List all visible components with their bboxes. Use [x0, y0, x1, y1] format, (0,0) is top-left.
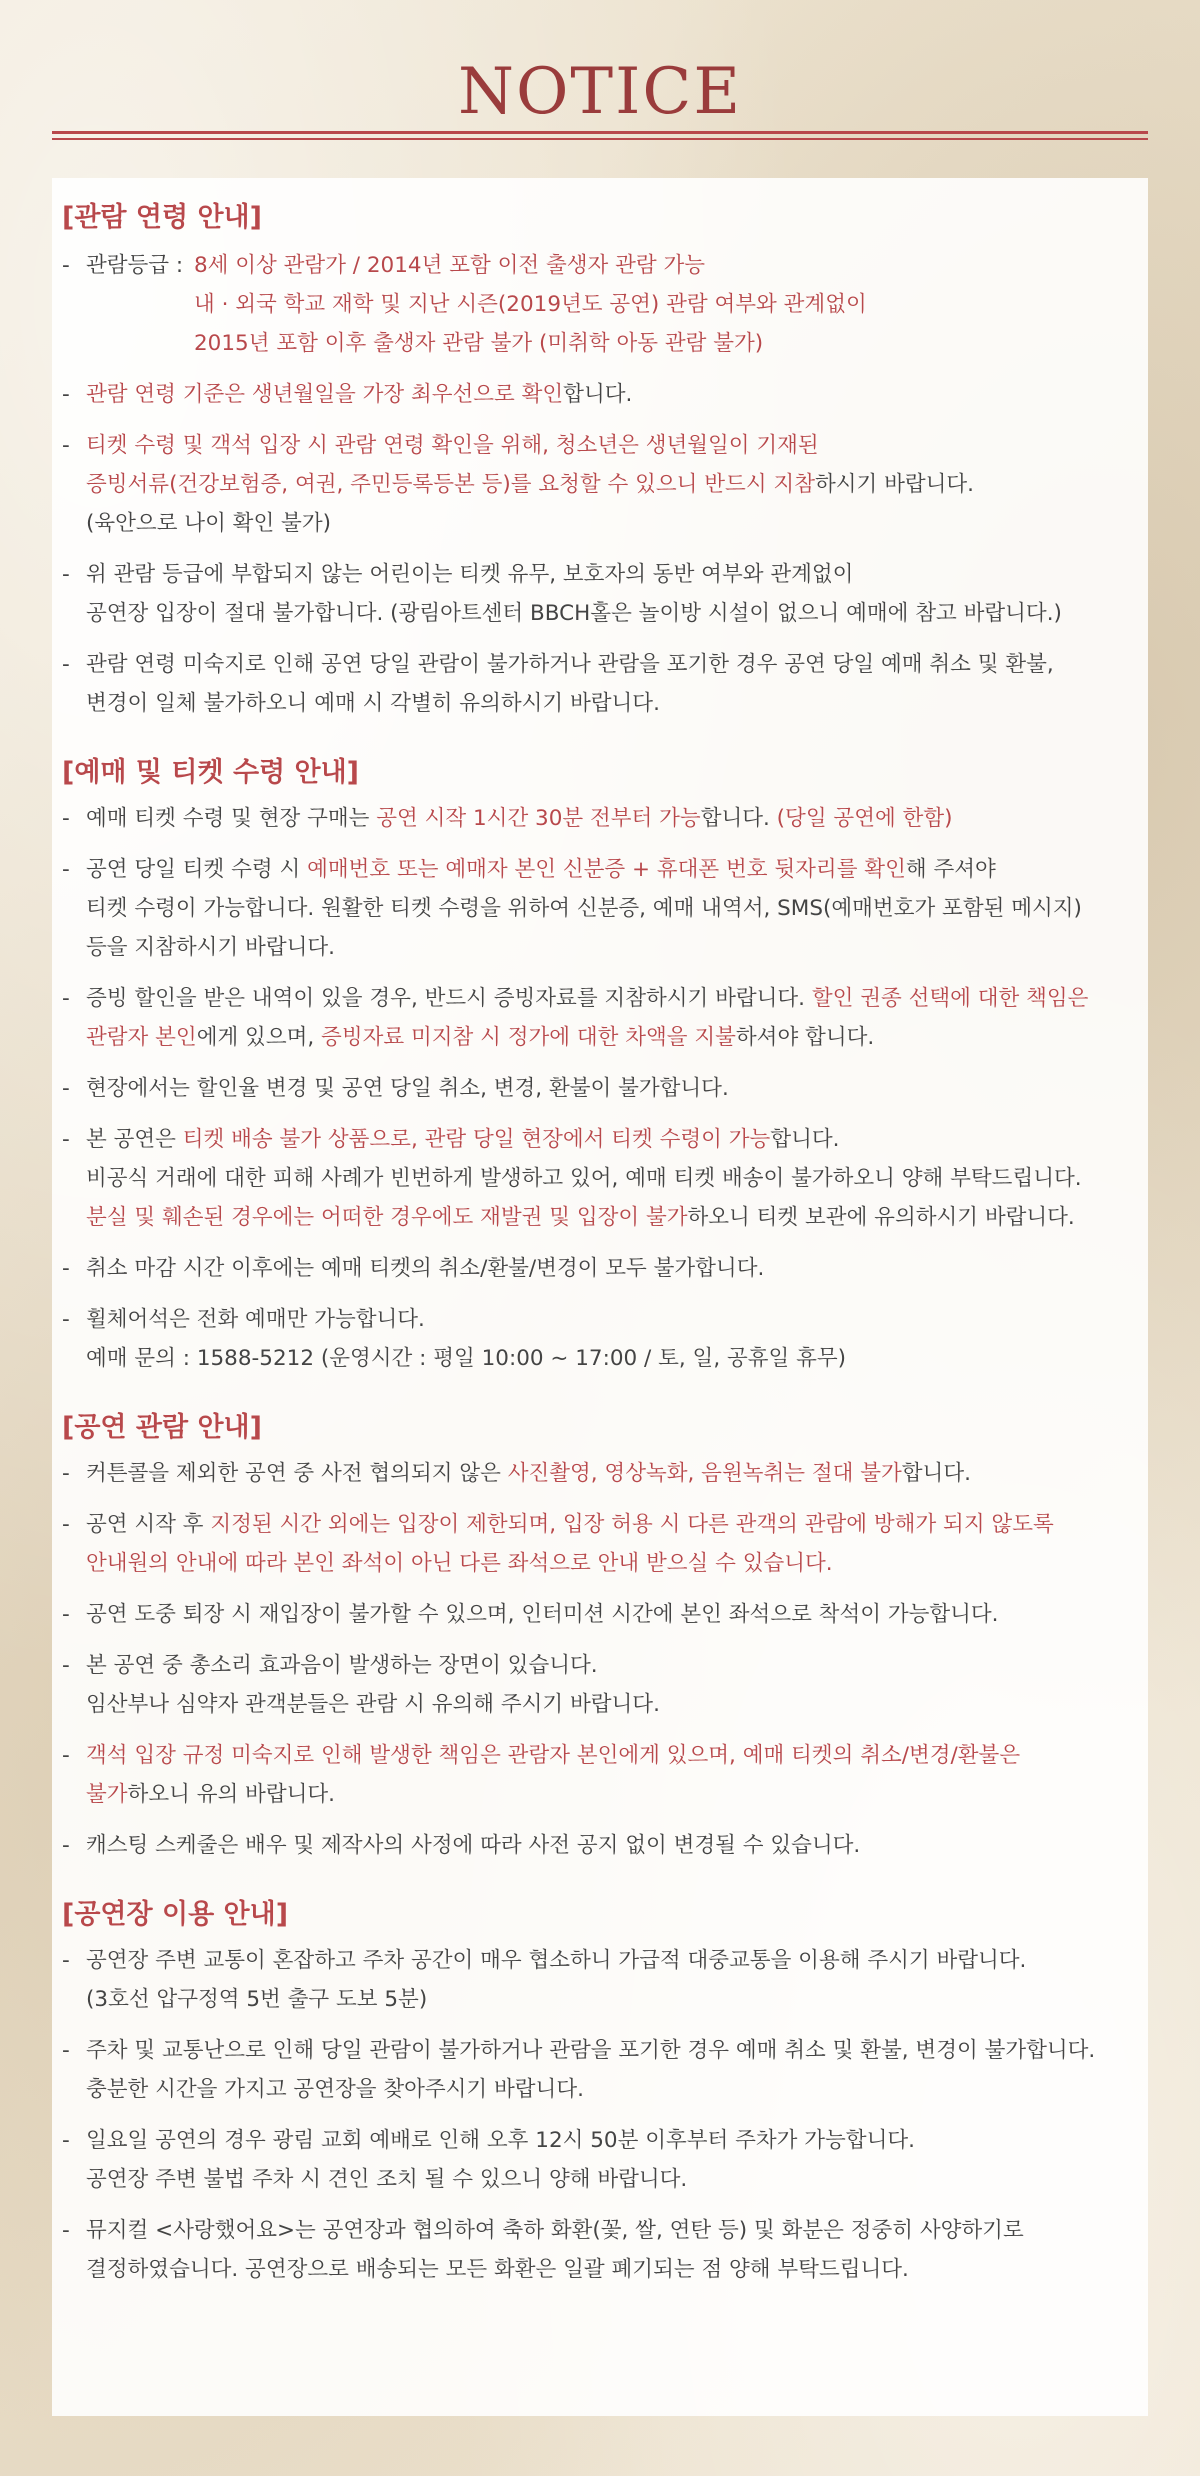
bullet-dash: -: [62, 1653, 70, 1678]
body-text: 공연 시작 후: [86, 1512, 211, 1537]
section-title-viewing-guide: [공연 관람 안내]: [62, 1412, 262, 1443]
bullet-dash: -: [62, 1602, 70, 1627]
body-text: 커튼콜을 제외한 공연 중 사전 협의되지 않은: [86, 1461, 508, 1486]
highlight-text: 티켓 배송 불가 상품으로, 관람 당일 현장에서 티켓 수령이 가능: [182, 1127, 771, 1152]
notice-item: [62, 1646, 1138, 1724]
notice-line: [86, 1159, 1138, 1198]
body-text: 증빙 할인을 받은 내역이 있을 경우, 반드시 증빙자료를 지참하시기 바랍니다.: [86, 986, 812, 1011]
notice-item: [62, 1454, 1138, 1493]
notice-content: [62, 200, 1138, 2289]
body-text: 하시기 바랍니다.: [814, 472, 975, 497]
notice-line: [86, 555, 1138, 594]
notice-line: [86, 1775, 1138, 1814]
body-text: 합니다.: [700, 806, 777, 831]
notice-item: [62, 1300, 1138, 1378]
notice-line: [86, 850, 1138, 889]
body-text: 결정하였습니다. 공연장으로 배송되는 모든 화환은 일괄 폐기되는 점 양해 부탁드립니다.: [86, 2257, 909, 2282]
notice-item: [62, 1505, 1138, 1583]
highlight-text: 안내원의 안내에 따라 본인 좌석이 아닌 다른 좌석으로 안내 받으실 수 있습니다.: [86, 1551, 833, 1576]
notice-item: [62, 1941, 1138, 2019]
notice-line: [86, 799, 1138, 838]
body-text: 캐스팅 스케줄은 배우 및 제작사의 사정에 따라 사전 공지 없이 변경될 수 있습니다.: [86, 1833, 861, 1858]
highlight-text: 티켓 수령 및 객석 입장 시 관람 연령 확인을 위해, 청소년은 생년월일이 기재된: [86, 433, 819, 458]
body-text: 하셔야 합니다.: [735, 1025, 875, 1050]
bullet-dash: -: [62, 1833, 70, 1858]
bullet-dash: -: [62, 1743, 70, 1768]
notice-line: [86, 1941, 1138, 1980]
notice-item: [62, 1069, 1138, 1108]
notice-line: [86, 465, 1138, 504]
notice-line: [86, 426, 1138, 465]
body-text: 공연 당일 티켓 수령 시: [86, 857, 308, 882]
notice-line: [86, 1018, 1138, 1057]
body-text: 하오니 유의 바랍니다.: [127, 1782, 335, 1807]
notice-item: [62, 1595, 1138, 1634]
body-text: 등을 지참하시기 바랍니다.: [86, 935, 335, 960]
page-title: NOTICE: [457, 55, 743, 129]
body-text: 공연장 입장이 절대 불가합니다. (광림아트센터 BBCH홀은 놀이방 시설이 없으니 예매에 참고 바랍니다.): [86, 601, 1062, 626]
bullet-dash: -: [62, 1948, 70, 1973]
bullet-dash: -: [62, 1256, 70, 1281]
body-text: 본 공연은: [86, 1127, 183, 1152]
section-title-age-guide: [관람 연령 안내]: [62, 202, 262, 233]
bullet-dash: -: [62, 1461, 70, 1486]
bullet-dash: -: [62, 806, 70, 831]
rating-label: 관람등급 :: [86, 253, 184, 278]
notice-line: [86, 645, 1138, 684]
notice-line: [86, 1595, 1138, 1634]
notice-line: [86, 375, 1138, 414]
rating-line: 2015년 포함 이후 출생자 관람 불가 (미취학 아동 관람 불가): [194, 331, 764, 356]
notice-line: [86, 1300, 1138, 1339]
bullet-dash: -: [62, 2128, 70, 2153]
body-text: 예매 티켓 수령 및 현장 구매는: [86, 806, 377, 831]
notice-line: [86, 979, 1138, 1018]
notice-line: [86, 928, 1138, 967]
notice-line: [86, 1198, 1138, 1237]
notice-line: [86, 1505, 1138, 1544]
bullet-dash: -: [62, 1307, 70, 1332]
highlight-text: 관람 연령 기준은 생년월일을 가장 최우선으로 확인: [86, 382, 564, 407]
rating-line: 8세 이상 관람가 / 2014년 포함 이전 출생자 관람 가능: [194, 253, 705, 278]
body-text: 관람 연령 미숙지로 인해 공연 당일 관람이 불가하거나 관람을 포기한 경우 공연 당일 예매 취소 및 환불,: [86, 652, 1054, 677]
section-title-ticket-guide: [예매 및 티켓 수령 안내]: [62, 757, 360, 788]
body-text: 현장에서는 할인율 변경 및 공연 당일 취소, 변경, 환불이 불가합니다.: [86, 1076, 729, 1101]
notice-line: [86, 1249, 1138, 1288]
highlight-text: 증빙서류(건강보험증, 여권, 주민등록등본 등)를 요청할 수 있으니 반드시 지참: [86, 472, 815, 497]
bullet-dash: -: [62, 1512, 70, 1537]
body-text: (3호선 압구정역 5번 출구 도보 5분): [86, 1987, 428, 2012]
body-text: 공연 도중 퇴장 시 재입장이 불가할 수 있으며, 인터미션 시간에 본인 좌석으로 착석이 가능합니다.: [86, 1602, 999, 1627]
notice-line: [86, 2070, 1138, 2109]
notice-line: [86, 594, 1138, 633]
notice-line: [86, 1980, 1138, 2019]
bullet-dash: -: [62, 652, 70, 677]
body-text: 취소 마감 시간 이후에는 예매 티켓의 취소/환불/변경이 모두 불가합니다.: [86, 1256, 765, 1281]
notice-line: [86, 1544, 1138, 1583]
notice-item: [62, 850, 1138, 967]
notice-item: [62, 645, 1138, 723]
body-text: 합니다.: [901, 1461, 971, 1486]
bullet-dash: -: [62, 986, 70, 1011]
bullet-dash: -: [62, 1076, 70, 1101]
body-text: 하오니 티켓 보관에 유의하시기 바랍니다.: [687, 1205, 1075, 1230]
notice-line: [86, 1646, 1138, 1685]
highlight-text: 예매번호 또는 예매자 본인 신분증 + 휴대폰 번호 뒷자리를 확인: [307, 857, 906, 882]
highlight-text: 관람자 본인: [86, 1025, 197, 1050]
body-text: 티켓 수령이 가능합니다. 원활한 티켓 수령을 위하여 신분증, 예매 내역서, SMS(예매번호가 포함된 메시지): [86, 896, 1082, 921]
body-text: 공연장 주변 불법 주차 시 견인 조치 될 수 있으니 양해 바랍니다.: [86, 2167, 688, 2192]
highlight-text: (당일 공연에 한함): [776, 806, 953, 831]
body-text: 본 공연 중 총소리 효과음이 발생하는 장면이 있습니다.: [86, 1653, 598, 1678]
bullet-dash: -: [62, 433, 70, 458]
body-text: 공연장 주변 교통이 혼잡하고 주차 공간이 매우 협소하니 가급적 대중교통을 이용해 주시기 바랍니다.: [86, 1948, 1027, 1973]
section-title-venue-guide: [공연장 이용 안내]: [62, 1899, 289, 1930]
notice-item: [62, 375, 1138, 414]
notice-item: [62, 799, 1138, 838]
body-text: (육안으로 나이 확인 불가): [86, 511, 331, 536]
notice-item: [62, 1249, 1138, 1288]
notice-item: [62, 426, 1138, 543]
title-divider-bottom: [52, 138, 1148, 140]
notice-item: [62, 555, 1138, 633]
body-text: 예매 문의 : 1588-5212 (운영시간 : 평일 10:00 ~ 17:00 / 토, 일, 공휴일 휴무): [86, 1346, 847, 1371]
rating-info: [62, 246, 1138, 363]
notice-line: [86, 504, 1138, 543]
notice-line: [86, 1069, 1138, 1108]
bullet-dash: -: [62, 253, 70, 278]
notice-line: [86, 1120, 1138, 1159]
bullet-dash: -: [62, 1127, 70, 1152]
notice-line: [86, 1736, 1138, 1775]
bullet-dash: -: [62, 382, 70, 407]
notice-item: [62, 979, 1138, 1057]
body-text: 위 관람 등급에 부합되지 않는 어린이는 티켓 유무, 보호자의 동반 여부와 관계없이: [86, 562, 854, 587]
highlight-text: 지정된 시간 외에는 입장이 제한되며, 입장 허용 시 다른 관객의 관람에 방해가 되지 않도록: [210, 1512, 1054, 1537]
body-text: 비공식 거래에 대한 피해 사례가 빈번하게 발생하고 있어, 예매 티켓 배송이 불가하오니 양해 부탁드립니다.: [86, 1166, 1082, 1191]
notice-item: [62, 1826, 1138, 1865]
notice-panel: [52, 178, 1148, 2416]
body-text: 충분한 시간을 가지고 공연장을 찾아주시기 바랍니다.: [86, 2077, 584, 2102]
highlight-text: 사진촬영, 영상녹화, 음원녹취는 절대 불가: [507, 1461, 902, 1486]
body-text: 휠체어석은 전화 예매만 가능합니다.: [86, 1307, 425, 1332]
bullet-dash: -: [62, 857, 70, 882]
notice-item: [62, 2031, 1138, 2109]
body-text: 일요일 공연의 경우 광림 교회 예배로 인해 오후 12시 50분 이후부터 주차가 가능합니다.: [86, 2128, 915, 2153]
notice-line: [86, 1826, 1138, 1865]
notice-line: [86, 2250, 1138, 2289]
body-text: 임산부나 심약자 관객분들은 관람 시 유의해 주시기 바랍니다.: [86, 1692, 660, 1717]
notice-item: [62, 2121, 1138, 2199]
highlight-text: 분실 및 훼손된 경우에는 어떠한 경우에도 재발권 및 입장이 불가: [86, 1205, 688, 1230]
body-text: 주차 및 교통난으로 인해 당일 관람이 불가하거나 관람을 포기한 경우 예매 취소 및 환불, 변경이 불가합니다.: [86, 2038, 1096, 2063]
title-divider-top: [52, 131, 1148, 134]
notice-item: [62, 1736, 1138, 1814]
bullet-dash: -: [62, 562, 70, 587]
highlight-text: 증빙자료 미지참 시 정가에 대한 차액을 지불: [321, 1025, 736, 1050]
notice-line: [86, 684, 1138, 723]
body-text: 합니다.: [563, 382, 633, 407]
body-text: 뮤지컬 <사랑했어요>는 공연장과 협의하여 축하 화환(꽃, 쌀, 연탄 등) 및 화분은 정중히 사양하기로: [86, 2218, 1024, 2243]
bullet-dash: -: [62, 2038, 70, 2063]
rating-line: 내 · 외국 학교 재학 및 지난 시즌(2019년도 공연) 관람 여부와 관계없이: [194, 292, 867, 317]
notice-item: [62, 1120, 1138, 1237]
notice-line: [86, 2121, 1138, 2160]
highlight-text: 공연 시작 1시간 30분 전부터 가능: [376, 806, 701, 831]
notice-line: [86, 1339, 1138, 1378]
body-text: 합니다.: [770, 1127, 840, 1152]
highlight-text: 객석 입장 규정 미숙지로 인해 발생한 책임은 관람자 본인에게 있으며, 예매 티켓의 취소/변경/환불은: [86, 1743, 1021, 1768]
notice-line: [86, 2031, 1138, 2070]
bullet-dash: -: [62, 2218, 70, 2243]
notice-line: [86, 2160, 1138, 2199]
body-text: 해 주셔야: [905, 857, 996, 882]
notice-item: [62, 2211, 1138, 2289]
notice-line: [86, 2211, 1138, 2250]
notice-line: [86, 1454, 1138, 1493]
body-text: 변경이 일체 불가하오니 예매 시 각별히 유의하시기 바랍니다.: [86, 691, 660, 716]
notice-line: [86, 889, 1138, 928]
notice-line: [86, 1685, 1138, 1724]
highlight-text: 불가: [86, 1782, 128, 1807]
body-text: 에게 있으며,: [196, 1025, 322, 1050]
highlight-text: 할인 권종 선택에 대한 책임은: [811, 986, 1089, 1011]
